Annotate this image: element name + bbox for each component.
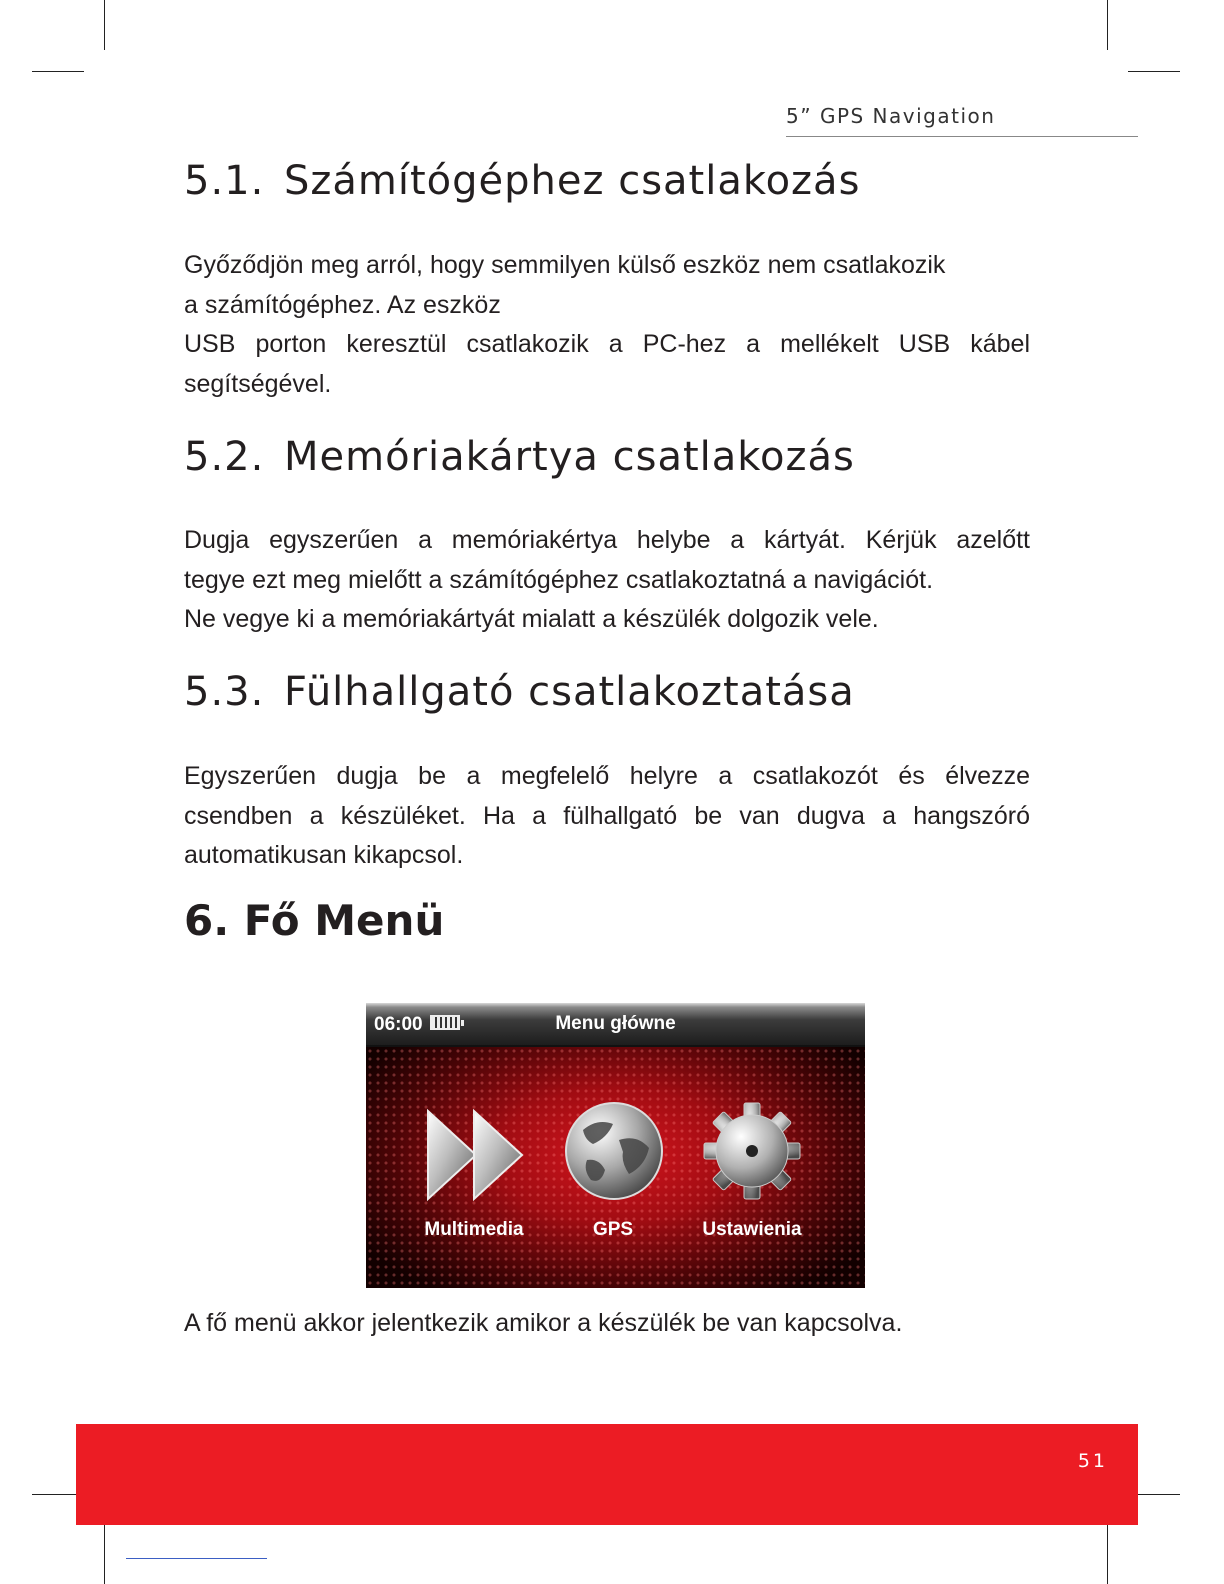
section-title: Memóriakártya csatlakozás <box>284 434 855 480</box>
section-body-5-1 <box>184 246 1030 404</box>
menu-item-gps[interactable]: GPS <box>592 1219 634 1240</box>
main-menu-heading: 6. Fő Menü <box>184 896 445 945</box>
body-line: USB porton keresztül csatlakozik a PC-hez a mellékelt USB kábel <box>184 330 1030 358</box>
device-status-bar <box>366 1003 865 1047</box>
device-menu-screen <box>366 1047 865 1288</box>
body-line: a számítógéphez. Az eszköz <box>184 290 501 319</box>
section-number: 5.1. <box>184 158 265 204</box>
crop-mark <box>1128 71 1180 72</box>
section-number: 5.3. <box>184 669 265 715</box>
crop-mark <box>1107 1516 1108 1584</box>
menu-item-ustawienia[interactable]: Ustawienia <box>702 1219 802 1240</box>
menu-item-multimedia[interactable]: Multimedia <box>424 1219 524 1240</box>
device-title: Menu główne <box>555 1013 676 1034</box>
section-heading-5-2 <box>184 434 855 480</box>
page-number: 51 <box>1077 1450 1108 1472</box>
header-rule <box>786 136 1138 137</box>
running-header: 5” GPS Navigation <box>786 104 996 128</box>
section-number: 5.2. <box>184 434 265 480</box>
gear-icon[interactable] <box>702 1101 802 1201</box>
body-line: Ne vegye ki a memóriakártyát mialatt a készülék dolgozik vele. <box>184 605 879 633</box>
crop-mark <box>32 71 84 72</box>
device-screenshot <box>366 1003 865 1288</box>
section-heading-5-1 <box>184 158 860 204</box>
body-line: csendben a készüléket. Ha a fülhallgató be van dugva a hangszóró <box>184 801 1030 830</box>
globe-icon[interactable] <box>563 1100 665 1202</box>
device-clock: 06:00 <box>374 1014 423 1035</box>
body-line: Dugja egyszerűen a memóriakértya helybe a kártyát. Kérjük azelőtt <box>184 526 1030 554</box>
crop-mark <box>104 1516 105 1584</box>
body-line: tegye ezt meg mielőtt a számítógéphez csatlakoztatná a navigációt. <box>184 565 934 594</box>
body-line: Győződjön meg arról, hogy semmilyen külső eszköz nem csatlakozik <box>184 251 946 279</box>
crop-mark <box>1107 0 1108 50</box>
figure-caption: A fő menü akkor jelentkezik amikor a készülék be van kapcsolva. <box>184 1309 903 1337</box>
body-line: segítségével. <box>184 369 332 398</box>
section-body-5-2 <box>184 521 1030 640</box>
section-title: Számítógéphez csatlakozás <box>284 158 861 204</box>
fast-forward-icon[interactable] <box>424 1105 528 1205</box>
footer-band <box>76 1424 1138 1525</box>
section-heading-5-3 <box>184 669 855 715</box>
section-body-5-3 <box>184 757 1030 876</box>
body-line: automatikusan kikapcsol. <box>184 841 464 869</box>
footer-link-rule <box>126 1558 267 1559</box>
crop-mark <box>104 0 105 50</box>
section-title: Fülhallgató csatlakoztatása <box>284 669 855 715</box>
body-line: Egyszerűen dugja be a megfelelő helyre a csatlakozót és élvezze <box>184 762 1030 790</box>
